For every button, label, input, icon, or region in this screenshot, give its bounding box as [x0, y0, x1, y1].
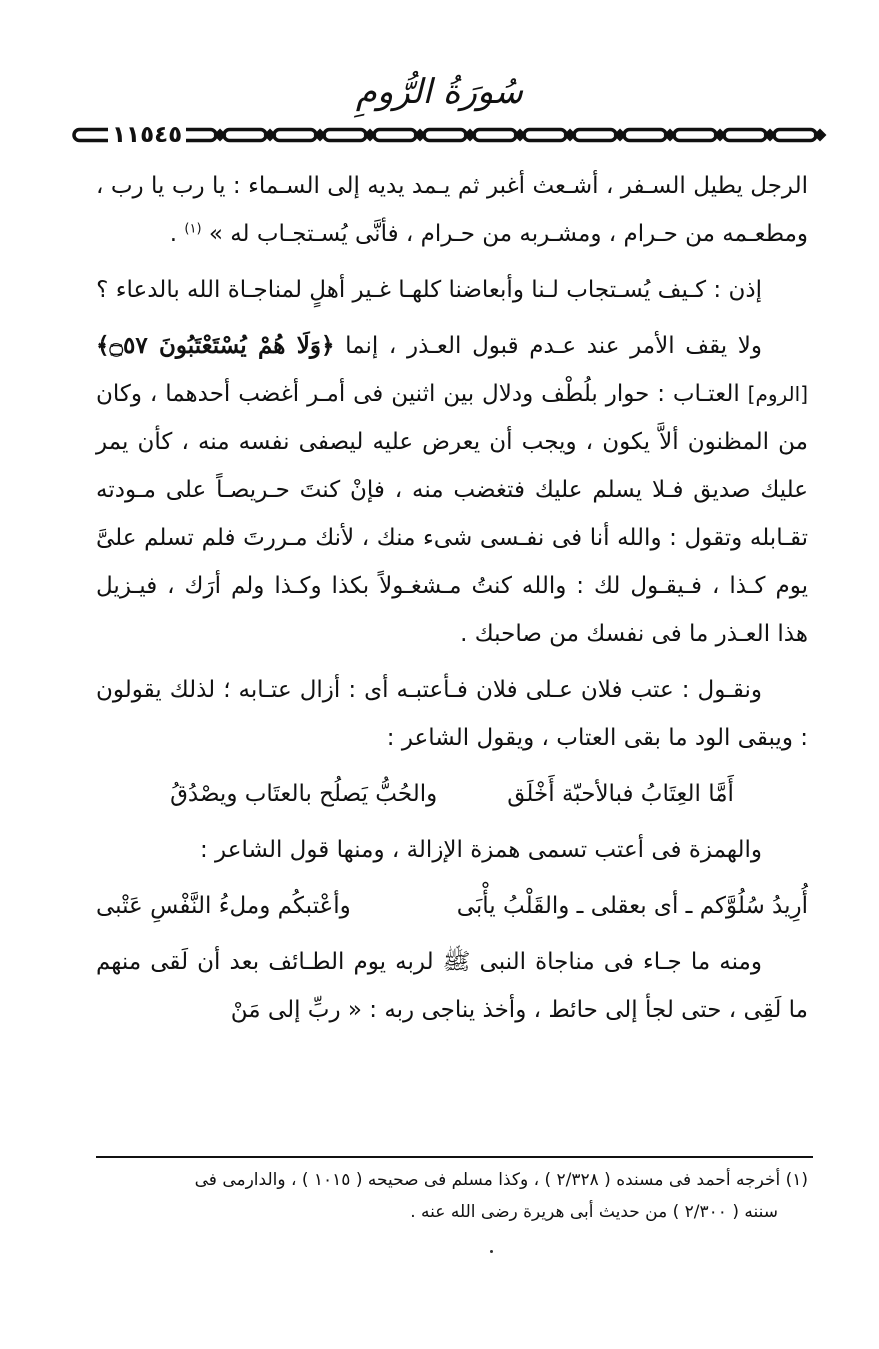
paragraph-4: ونقـول : عتب فلان عـلى فلان فـأعتبـه أى : أزال عتـابه ؛ لذلك يقولون : ويبقى الود ما بقى العتاب ، ويقول الشاعر : — [96, 677, 808, 751]
poetry-verse-2 — [96, 882, 808, 930]
footnote — [96, 1164, 808, 1228]
footnote-line-2: سننه ( ٢/٣٠٠ ) من حديث أبى هريرة رضى الله عنه . — [410, 1202, 778, 1222]
chain-link — [424, 130, 466, 141]
chain-link — [774, 130, 816, 141]
surah-title: سُورَةُ الرُّومِ — [355, 72, 524, 112]
chain-link — [324, 130, 366, 141]
chain-link — [574, 130, 616, 141]
chain-link — [474, 130, 516, 141]
chain-link — [624, 130, 666, 141]
paragraph-2: إذن : كـيف يُسـتجاب لـنا وأبعاضنا كلهـا غـير أهلٍ لمناجـاة الله بالدعاء ؟ — [96, 277, 762, 303]
paragraph-3: ولا يقف الأمر عند عـدم قبول العـذر ، إنما ﴿وَلَا هُمْ يُسْتَعْتَبُونَ ۝٥٧﴾ [الروم] العتـاب : حوار بلُطْف ودلال بين اثنين فى أمـر أغضب أحدهما ، وكان من المظنون ألاَّ يكون ، ويجب أن يعرض عليه ليصفى نفسه منه ، كأن يمر عليك صديق فـلا يسلم عليك فتغضب منه ، فإنْ كنتَ حـريصـاً على مـودته تقـابله وتقول : والله أنا فى نفـسى شىء منك ، لأنك مـررتَ فلم تسلم علىَّ يوم كـذا ، فـيقـول لك : والله كنتُ مـشغـولاً بكذا وكـذا ولم أرَك ، فيـزيل هذا العـذر ما فى نفسك من صاحبك . — [96, 332, 809, 647]
paragraph-6: ومنه ما جـاء فى مناجاة النبى ﷺ لربه يوم الطـائف بعد أن لَقى منهم ما لَقِى ، حتى لجأ إلى حائط ، وأخذ يناجى ربه : « ربِّ إلى مَنْ — [96, 949, 808, 1023]
surah-reference: [الروم] — [747, 382, 809, 406]
chain-link — [224, 130, 266, 141]
page-mark — [490, 1250, 493, 1253]
page-number: ١١٥٤٥ — [108, 121, 186, 149]
quran-verse: ﴿وَلَا هُمْ يُسْتَعْتَبُونَ ۝٥٧﴾ — [96, 332, 335, 359]
verse-hemistich-1: أُرِيدُ سُلُوَّكم ـ أى بعقلى ـ والقَلْبُ يأْبَى — [456, 893, 808, 919]
verse-hemistich-1: أَمَّا العِتَابُ فبالأحبّة أَخْلَق — [507, 781, 734, 807]
chain-diamond — [816, 131, 824, 139]
chain-link — [374, 130, 416, 141]
footnote-line-1: (١) أخرجه أحمد فى مسنده ( ٢/٣٢٨ ) ، وكذا مسلم فى صحيحه ( ١٠١٥ ) ، والدارمى فى — [194, 1170, 808, 1190]
chain-link — [274, 130, 316, 141]
footnote-ref: (١) — [184, 221, 202, 237]
chain-link — [524, 130, 566, 141]
poetry-verse-1 — [96, 770, 808, 818]
verse-hemistich-2: وأعْتبكُم وملءُ النَّفْسِ عَتْبى — [96, 893, 351, 919]
main-text — [96, 162, 808, 1042]
verse-hemistich-2: والحُبُّ يَصلُح بالعتَاب ويصْدُقُ — [170, 781, 438, 807]
chain-link — [724, 130, 766, 141]
footnote-separator — [96, 1156, 813, 1158]
chain-link — [674, 130, 716, 141]
paragraph-1: الرجل يطيل السـفر ، أشـعث أغبر ثم يـمد يديه إلى السـماء : يا رب يا رب ، ومطعـمه من حـرام ، ومشـربه من حـرام ، فأنَّى يُسـتجـاب له » $^{(١)}$ . — [96, 173, 808, 247]
paragraph-5: والهمزة فى أعتب تسمى همزة الإزالة ، ومنها قول الشاعر : — [199, 837, 762, 863]
